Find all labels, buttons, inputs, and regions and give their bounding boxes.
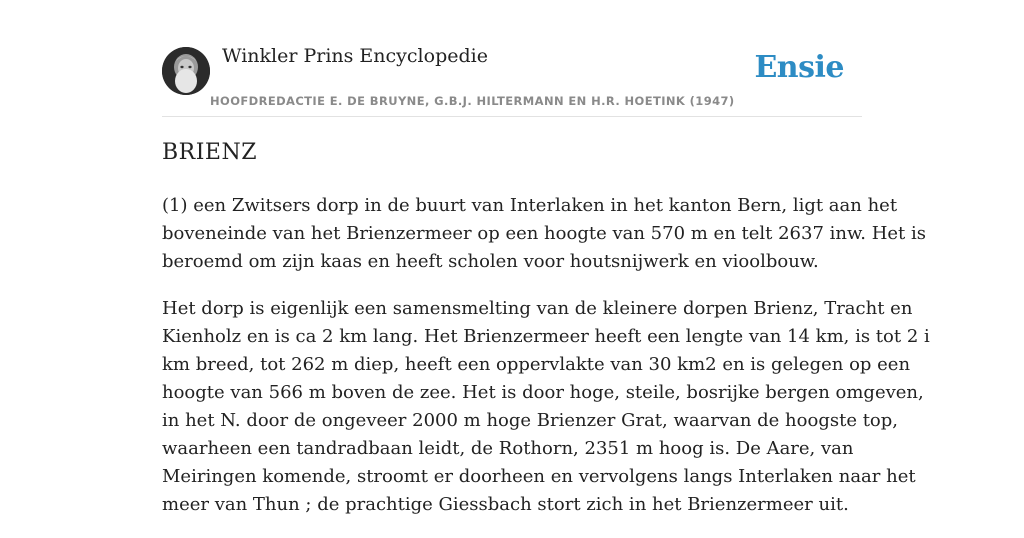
editorial-subtitle: HOOFDREDACTIE E. DE BRUYNE, G.B.J. HILTERMANN EN H.R. HOETINK (1947) bbox=[210, 94, 735, 108]
text-line: in het N. door de ongeveer 2000 m hoge Brienzer Grat, waarvan de hoogste top, bbox=[162, 410, 899, 431]
paragraph-1 bbox=[162, 192, 926, 276]
avatar[interactable] bbox=[162, 47, 210, 95]
text-line: km breed, tot 262 m diep, heeft een oppervlakte van 30 km2 en is gelegen op een bbox=[162, 354, 911, 375]
ensie-logo[interactable]: Ensie bbox=[754, 50, 844, 85]
paragraph-2 bbox=[162, 295, 930, 519]
text-line: (1) een Zwitsers dorp in de buurt van Interlaken in het kanton Bern, ligt aan het bbox=[162, 195, 898, 216]
text-line: beroemd om zijn kaas en heeft scholen voor houtsnijwerk en vioolbouw. bbox=[162, 251, 819, 272]
text-line: hoogte van 566 m boven de zee. Het is door hoge, steile, bosrijke bergen omgeven, bbox=[162, 382, 924, 403]
article-title: BRIENZ bbox=[162, 140, 258, 165]
site-header bbox=[162, 40, 862, 117]
portrait-icon bbox=[162, 47, 210, 95]
article-body bbox=[162, 192, 930, 538]
text-line: meer van Thun ; de prachtige Giessbach stort zich in het Brienzermeer uit. bbox=[162, 494, 849, 515]
text-line: waarheen een tandradbaan leidt, de Rothorn, 2351 m hoog is. De Aare, van bbox=[162, 438, 854, 459]
text-line: Het dorp is eigenlijk een samensmelting van de kleinere dorpen Brienz, Tracht en bbox=[162, 298, 913, 319]
text-line: Kienholz en is ca 2 km lang. Het Brienzermeer heeft een lengte van 14 km, is tot 2 i bbox=[162, 326, 930, 347]
text-line: Meiringen komende, stroomt er doorheen en vervolgens langs Interlaken naar het bbox=[162, 466, 916, 487]
text-line: boveneinde van het Brienzermeer op een hoogte van 570 m en telt 2637 inw. Het is bbox=[162, 223, 926, 244]
page bbox=[162, 0, 930, 515]
site-title-link[interactable]: Winkler Prins Encyclopedie bbox=[222, 45, 488, 67]
